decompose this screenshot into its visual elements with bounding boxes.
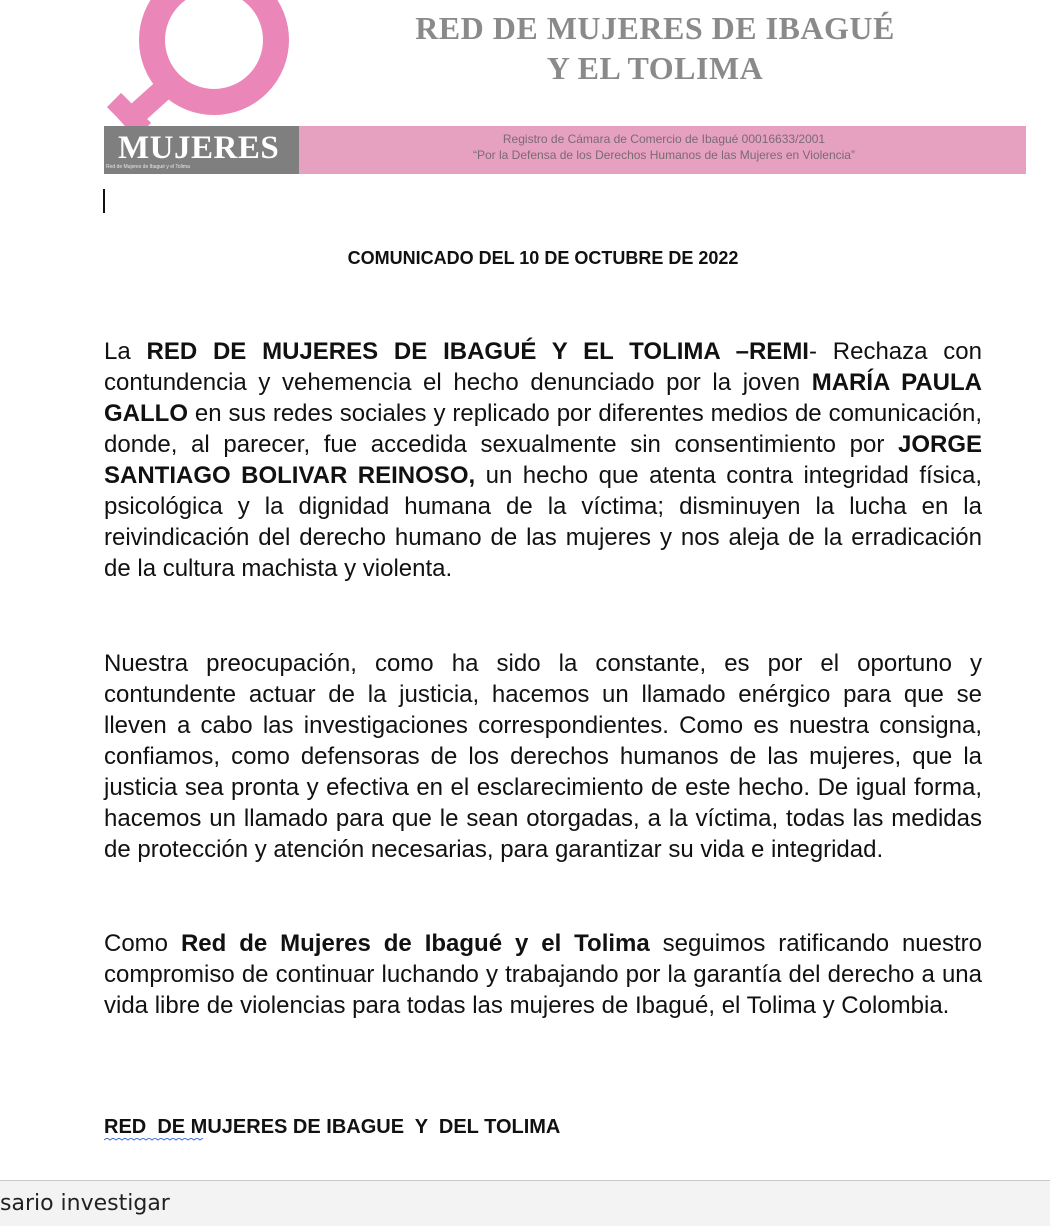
bottom-bar [0,1180,1050,1226]
logo-subtext: Red de Mujeres de Ibagué y el Tolima [106,164,190,170]
p1-bold-accused: JORGE SANTIAGO BOLIVAR REINOSO, [104,431,982,489]
title-line-2: Y EL TOLIMA [546,50,764,86]
title-line-1: RED DE MUJERES DE IBAGUÉ [415,10,895,46]
logo-word: MUJERES [118,130,280,166]
header-registry-text [314,131,1014,163]
document-heading: COMUNICADO DEL 10 DE OCTUBRE DE 2022 [347,248,739,268]
p1-text-1: La [104,338,147,365]
paragraph-1[interactable] [104,336,982,584]
text-cursor [103,189,105,213]
header-band [104,126,1026,174]
p3-text-2: seguimos ratificando nuestro compromiso de continuar luchando y trabajando por la garantía del derecho a una vida libre de violencias para todas las mujeres de Ibagué, el Tolima y Colombia. [104,930,983,1019]
bottom-bar-text[interactable]: sario investigar [0,1191,170,1216]
registry-line: Registro de Cámara de Comercio de Ibagué 00016633/2001 [502,132,826,146]
p3-bold-org: Red de Mujeres de Ibagué y el Tolima [180,930,650,957]
venus-logo-icon [104,0,294,135]
paragraph-3[interactable] [104,928,982,1021]
mujeres-logo [104,126,299,174]
organization-title [310,8,1000,88]
p1-bold-victim: MARÍA PAULA GALLO [104,369,982,427]
p1-bold-org: RED DE MUJERES DE IBAGUÉ Y EL TOLIMA –REMI [146,338,809,365]
spellcheck-underline [104,1138,204,1141]
p3-text-1: Como [104,930,181,957]
signature: RED DE MUJERES DE IBAGUE Y DEL TOLIMA [104,1116,561,1138]
p1-text-2: - Rechaza con contundencia y vehemencia el hecho denunciado por la joven [104,338,982,396]
paragraph-2[interactable]: Nuestra preocupación, como ha sido la constante, es por el oportuno y contundente actuar de la justicia, hacemos un llamado enérgico para que se lleven a cabo las investigaciones correspondientes. Como es nuestra consigna, confiamos, como defensoras de los derechos humanos de las mujeres, que la justicia sea pronta y efectiva en el esclarecimiento de este hecho. De igual forma, hacemos un llamado para que le sean otorgadas, a la víctima, todas las medidas de protección y atención necesarias, para garantizar su vida e integridad. [104,650,982,863]
p1-text-3: en sus redes sociales y replicado por diferentes medios de comunicación, donde, al parecer, fue accedida sexualmente sin consentimiento por [104,400,982,458]
motto-line: “Por la Defensa de los Derechos Humanos de las Mujeres en Violencia” [473,148,855,162]
p1-text-4: un hecho que atenta contra integridad física, psicológica y la dignidad humana de la víctima; disminuyen la lucha en la reivindicación del derecho humano de las mujeres y nos aleja de la erradicación de la cultura machista y violenta. [104,462,983,582]
